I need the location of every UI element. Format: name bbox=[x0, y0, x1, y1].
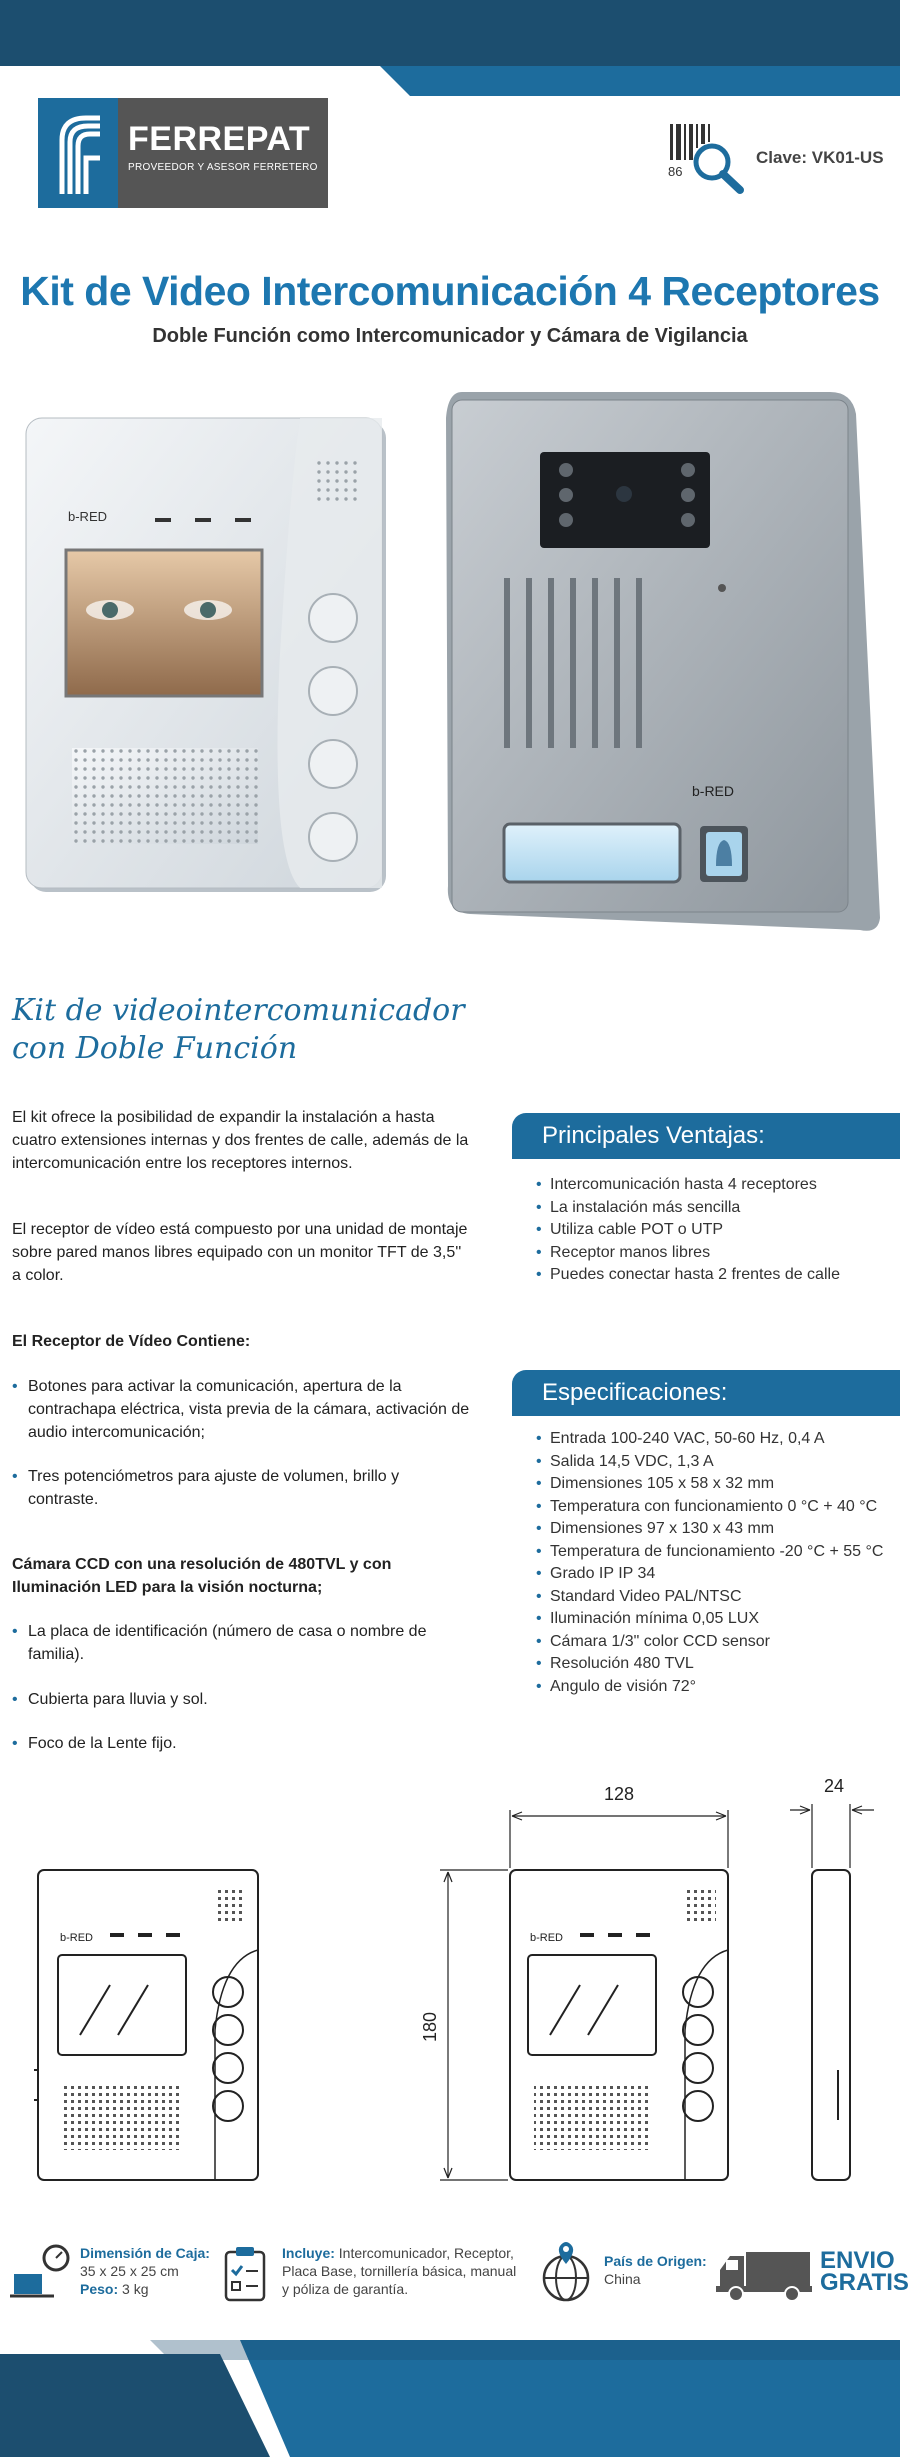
ventajas-heading: Principales Ventajas: bbox=[512, 1113, 900, 1159]
dimension-drawings bbox=[0, 1770, 900, 2190]
origen-label: País de Origen: bbox=[604, 2253, 707, 2269]
brand-name: FERREPAT bbox=[128, 120, 311, 158]
brand-tagline: PROVEEDOR Y ASESOR FERRETERO bbox=[128, 162, 318, 173]
section-heading: Kit de videointercomunicador con Doble Función bbox=[12, 993, 465, 1066]
depth-label: 24 bbox=[824, 1776, 845, 1796]
peso-label: Peso: bbox=[80, 2281, 119, 2297]
clipboard-icon bbox=[222, 2244, 274, 2304]
list-item: • Puedes conectar hasta 2 frentes de calle bbox=[536, 1266, 840, 1283]
list-item: • Cubierta para lluvia y sol. bbox=[12, 1691, 208, 1708]
product-code bbox=[666, 118, 884, 198]
drawing-brand-1: b-RED bbox=[60, 1932, 94, 1944]
list-item: • Tres potenciómetros para ajuste de volumen, brillo y contraste. bbox=[12, 1468, 400, 1508]
list-item: • Entrada 100-240 VAC, 50-60 Hz, 0,4 A bbox=[536, 1430, 825, 1447]
list-item: • Temperatura de funcionamiento -20 °C + 55 °C bbox=[536, 1542, 884, 1560]
caja-value: 35 x 25 x 25 cm bbox=[80, 2263, 179, 2279]
incluye-label: Incluye: bbox=[282, 2245, 335, 2261]
receptor-heading: El Receptor de Vídeo Contiene: bbox=[12, 1333, 251, 1350]
page-title: Kit de Video Intercomunicación 4 Receptores bbox=[20, 268, 880, 314]
truck-icon bbox=[716, 2246, 814, 2302]
header-band bbox=[0, 0, 900, 96]
panel-brand: b-RED bbox=[692, 783, 735, 799]
height-dimension bbox=[440, 1870, 508, 2180]
nameplate bbox=[504, 824, 680, 882]
list-item: • Dimensiones 97 x 130 x 43 mm bbox=[536, 1520, 775, 1537]
monitor-side-drawing bbox=[812, 1870, 850, 2180]
monitor-brand: b-RED bbox=[68, 509, 108, 524]
caja-label: Dimensión de Caja: bbox=[80, 2245, 210, 2261]
list-item: • Temperatura con funcionamiento 0 °C + 40 °C bbox=[536, 1497, 878, 1515]
list-item: • Dimensiones 105 x 58 x 32 mm bbox=[536, 1475, 775, 1492]
especificaciones-list bbox=[536, 1428, 900, 1698]
list-item: • Intercomunicación hasta 4 receptores bbox=[536, 1176, 817, 1193]
list-item: • La instalación más sencilla bbox=[536, 1198, 741, 1216]
depth-dimension bbox=[790, 1804, 874, 1868]
list-item: • Resolución 480 TVL bbox=[536, 1655, 694, 1672]
intro-paragraph-2: El receptor de vídeo está compuesto por una unidad de montaje sobre pared manos libres equipado con un monitor TFT de 3,5'' a color. bbox=[12, 1221, 468, 1284]
peso-value: 3 kg bbox=[122, 2281, 149, 2297]
product-images bbox=[0, 378, 900, 938]
box-dimension-info bbox=[10, 2244, 210, 2300]
list-item: • Grado IP IP 34 bbox=[536, 1565, 656, 1582]
list-item: • Angulo de visión 72° bbox=[536, 1677, 697, 1695]
camera-heading: Cámara CCD con una resolución de 480TVL y con Iluminación LED para la visión nocturna; bbox=[12, 1556, 392, 1596]
list-item: • Foco de la Lente fijo. bbox=[12, 1735, 177, 1752]
list-item: • Salida 14,5 VDC, 1,3 A bbox=[536, 1452, 714, 1470]
product-code-label: Clave: VK01-US bbox=[756, 148, 884, 167]
ventajas-list bbox=[536, 1174, 900, 1287]
width-dimension bbox=[510, 1810, 728, 1868]
list-item: • La placa de identificación (número de casa o nombre de familia). bbox=[12, 1623, 427, 1663]
width-label: 128 bbox=[604, 1784, 635, 1804]
code-badge: 86 bbox=[668, 164, 683, 179]
list-item: • Receptor manos libres bbox=[536, 1243, 711, 1261]
list-item: • Utiliza cable POT o UTP bbox=[536, 1221, 724, 1238]
outdoor-panel-image bbox=[446, 392, 880, 931]
origin-info bbox=[538, 2238, 707, 2304]
scale-box-icon bbox=[10, 2244, 72, 2300]
footer-band bbox=[0, 2340, 900, 2457]
incluye-value: Intercomunicador, Receptor, Placa Base, tornillería básica, manual y póliza de garantía. bbox=[282, 2245, 517, 2297]
list-item: • Standard Video PAL/NTSC bbox=[536, 1587, 742, 1605]
monitor-front-speaker bbox=[64, 1890, 246, 2150]
height-label: 180 bbox=[420, 2011, 440, 2042]
free-shipping-label: ENVIO GRATIS bbox=[820, 2247, 909, 2296]
globe-pin-icon bbox=[538, 2238, 596, 2304]
brand-logo[interactable] bbox=[38, 98, 328, 208]
list-item: • Cámara 1/3" color CCD sensor bbox=[536, 1632, 770, 1650]
ferrepat-mark-icon bbox=[38, 98, 118, 208]
footer-info bbox=[0, 2232, 909, 2322]
barcode-search-icon bbox=[666, 118, 746, 198]
list-item: • Botones para activar la comunicación, apertura de la contrachapa eléctrica, vista previa de la cámara, activación de audio intercomunicación; bbox=[12, 1378, 470, 1441]
page-subtitle: Doble Función como Intercomunicador y Cámara de Vigilancia bbox=[152, 325, 748, 347]
drawing-brand-2: b-RED bbox=[530, 1932, 564, 1944]
origen-value: China bbox=[604, 2271, 641, 2287]
monitor-screen bbox=[66, 550, 262, 696]
includes-info bbox=[222, 2244, 522, 2304]
especificaciones-heading: Especificaciones: bbox=[512, 1370, 900, 1416]
intro-paragraph-1: El kit ofrece la posibilidad de expandir la instalación a hasta cuatro extensiones internas y dos frentes de calle, además de la intercomunicación entre los receptores internos. bbox=[12, 1109, 469, 1172]
list-item: • Iluminación mínima 0,05 LUX bbox=[536, 1610, 759, 1627]
